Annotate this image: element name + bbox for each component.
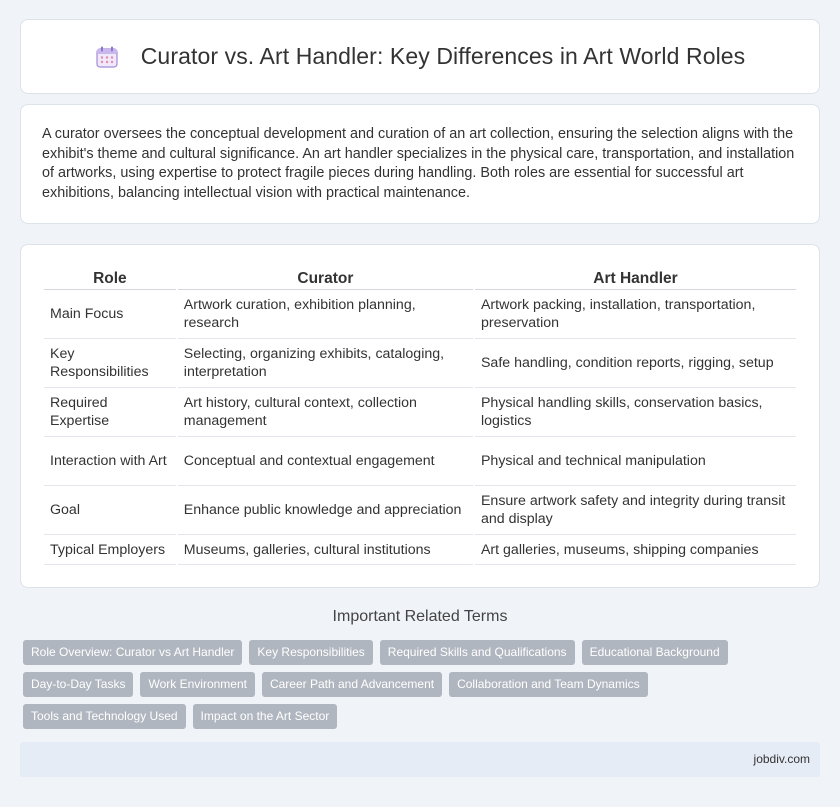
tag-tools-technology[interactable]: Tools and Technology Used	[23, 704, 186, 729]
table-cell: Conceptual and contextual engagement	[178, 437, 473, 486]
comparison-table	[42, 265, 798, 565]
table-row	[44, 339, 796, 388]
table-row	[44, 535, 796, 565]
table-cell: Physical handling skills, conservation basics, logistics	[475, 388, 796, 437]
table-cell: Goal	[44, 486, 176, 535]
tag-career-path[interactable]: Career Path and Advancement	[262, 672, 442, 697]
table-cell: Physical and technical manipulation	[475, 437, 796, 486]
table-row	[44, 388, 796, 437]
table-cell: Artwork curation, exhibition planning, research	[178, 290, 473, 339]
table-cell: Museums, galleries, cultural institutions	[178, 535, 473, 565]
table-cell: Ensure artwork safety and integrity during transit and display	[475, 486, 796, 535]
tag-role-overview[interactable]: Role Overview: Curator vs Art Handler	[23, 640, 242, 665]
table-cell: Required Expertise	[44, 388, 176, 437]
header-card	[20, 19, 820, 94]
table-cell: Main Focus	[44, 290, 176, 339]
table-row	[44, 486, 796, 535]
footer-site-link[interactable]: jobdiv.com	[753, 752, 810, 766]
table-row	[44, 290, 796, 339]
column-header-curator: Curator	[178, 265, 473, 290]
related-terms-tags	[23, 640, 823, 736]
tag-day-to-day-tasks[interactable]: Day-to-Day Tasks	[23, 672, 133, 697]
column-header-role: Role	[44, 265, 176, 290]
table-cell: Interaction with Art	[44, 437, 176, 486]
table-cell: Artwork packing, installation, transportation, preservation	[475, 290, 796, 339]
table-cell: Selecting, organizing exhibits, cataloging, interpretation	[178, 339, 473, 388]
related-terms-heading: Important Related Terms	[332, 608, 508, 625]
column-header-art-handler: Art Handler	[475, 265, 796, 290]
table-header-row	[44, 265, 796, 290]
table-cell: Typical Employers	[44, 535, 176, 565]
intro-card	[20, 104, 820, 224]
tag-required-skills[interactable]: Required Skills and Qualifications	[380, 640, 575, 665]
tag-key-responsibilities[interactable]: Key Responsibilities	[249, 640, 372, 665]
comparison-table-card	[20, 244, 820, 588]
table-cell: Art galleries, museums, shipping companies	[475, 535, 796, 565]
table-cell: Art history, cultural context, collection management	[178, 388, 473, 437]
tag-collaboration[interactable]: Collaboration and Team Dynamics	[449, 672, 648, 697]
page-title: Curator vs. Art Handler: Key Differences in Art World Roles	[140, 43, 746, 69]
table-cell: Safe handling, condition reports, rigging, setup	[475, 339, 796, 388]
tag-work-environment[interactable]: Work Environment	[140, 672, 254, 697]
footer	[20, 742, 820, 777]
tag-impact-art-sector[interactable]: Impact on the Art Sector	[193, 704, 338, 729]
calendar-icon	[95, 45, 119, 69]
table-row	[44, 437, 796, 486]
intro-text: A curator oversees the conceptual development and curation of an art collection, ensuring the selection aligns with the exhibit's theme and cultural significance. An art handler specializes in the physical care, transportation, and installation of artworks, using expertise to protect fragile pieces during handling. Both roles are essential for successful art exhibitions, balancing intellectual vision with practical maintenance.	[42, 126, 795, 201]
table-cell: Enhance public knowledge and appreciation	[178, 486, 473, 535]
table-cell: Key Responsibilities	[44, 339, 176, 388]
tag-educational-background[interactable]: Educational Background	[582, 640, 728, 665]
